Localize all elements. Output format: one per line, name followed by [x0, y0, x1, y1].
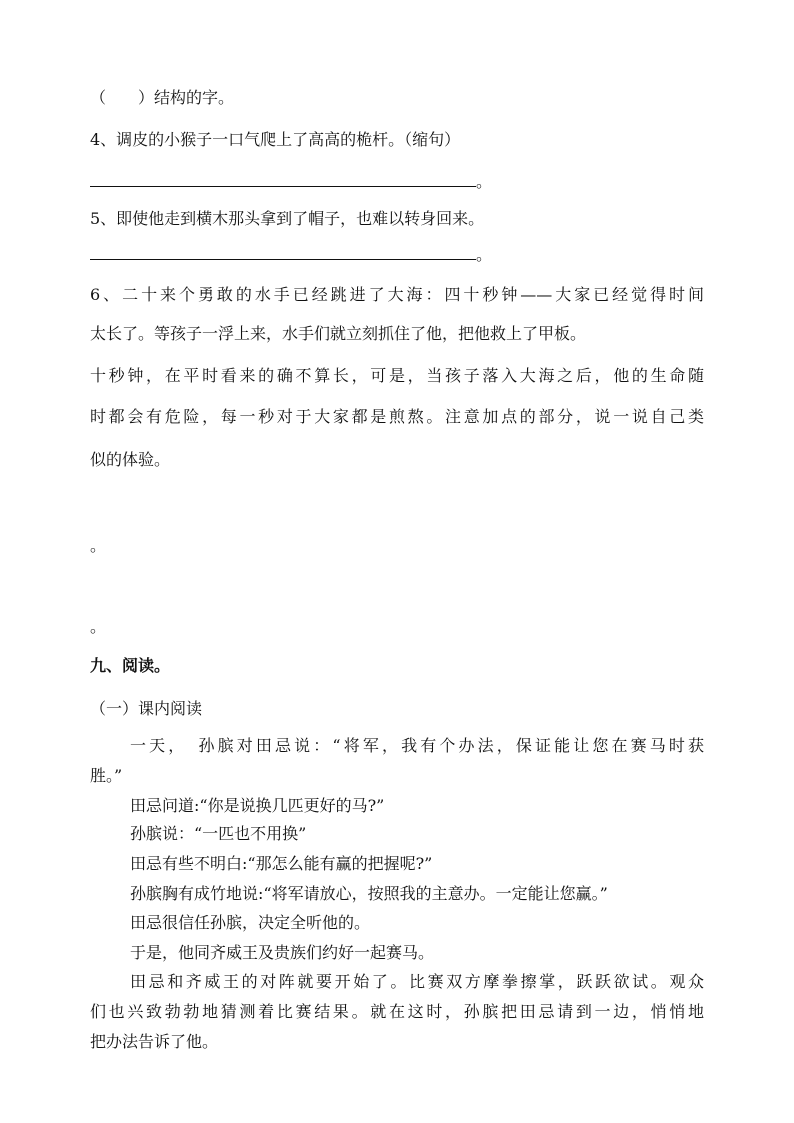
section9-subtitle: （一）课内阅读 [90, 699, 203, 718]
item5-answer-line[interactable] [90, 259, 476, 260]
passage-line-10: 们也兴致勃勃地猜测着比赛结果。就在这时，孙膑把田忌请到一边，悄悄地 [90, 1002, 704, 1021]
item4-answer-line[interactable] [90, 186, 476, 187]
passage-line-11: 把办法告诉了他。 [90, 1032, 219, 1051]
passage-line-3: 田忌问道:“你是说换几匹更好的马?” [130, 796, 385, 815]
item6-line-4: 时都会有危险，每一秒对于大家都是煎熬。注意加点的部分，说一说自己类 [90, 407, 704, 426]
item6-line-3: 十秒钟，在平时看来的确不算长，可是，当孩子落入大海之后，他的生命随 [90, 366, 704, 385]
item3-tail: （ ）结构的字。 [90, 88, 235, 107]
item6-line-1: 6、二十来个勇敢的水手已经跳进了大海：四十秒钟——大家已经觉得时间 [90, 285, 704, 304]
item6-answer-period-1: 。 [90, 536, 107, 555]
section9-title: 九、阅读。 [90, 656, 171, 675]
passage-line-6: 孙膑胸有成竹地说:“将军请放心，按照我的主意办。一定能让您赢。” [130, 884, 608, 903]
item4-answer-period: 。 [476, 172, 493, 191]
item6-line-5: 似的体验。 [90, 450, 171, 469]
passage-line-9: 田忌和齐威王的对阵就要开始了。比赛双方摩拳擦掌，跃跃欲试。观众 [130, 972, 704, 991]
passage-line-4: 孙膑说：“一匹也不用换” [130, 824, 307, 843]
passage-line-5: 田忌有些不明白:“那怎么能有赢的把握呢?” [130, 854, 433, 873]
item5-question: 5、即使他走到横木那头拿到了帽子，也难以转身回来。 [90, 209, 485, 228]
passage-line-7: 田忌很信任孙膑，决定全听他的。 [130, 913, 371, 932]
item4-question: 4、调皮的小猴子一口气爬上了高高的桅杆。（缩句） [90, 130, 461, 149]
passage-line-2: 胜。” [90, 766, 123, 785]
item6-line-2: 太长了。等孩子一浮上来，水手们就立刻抓住了他，把他救上了甲板。 [90, 324, 587, 343]
item5-answer-period: 。 [476, 245, 493, 264]
item6-answer-period-2: 。 [90, 617, 107, 636]
passage-line-8: 于是，他同齐威王及贵族们约好一起赛马。 [130, 943, 435, 962]
passage-line-1: 一天， 孙膑对田忌说：“将军，我有个办法，保证能让您在赛马时获 [130, 736, 704, 755]
